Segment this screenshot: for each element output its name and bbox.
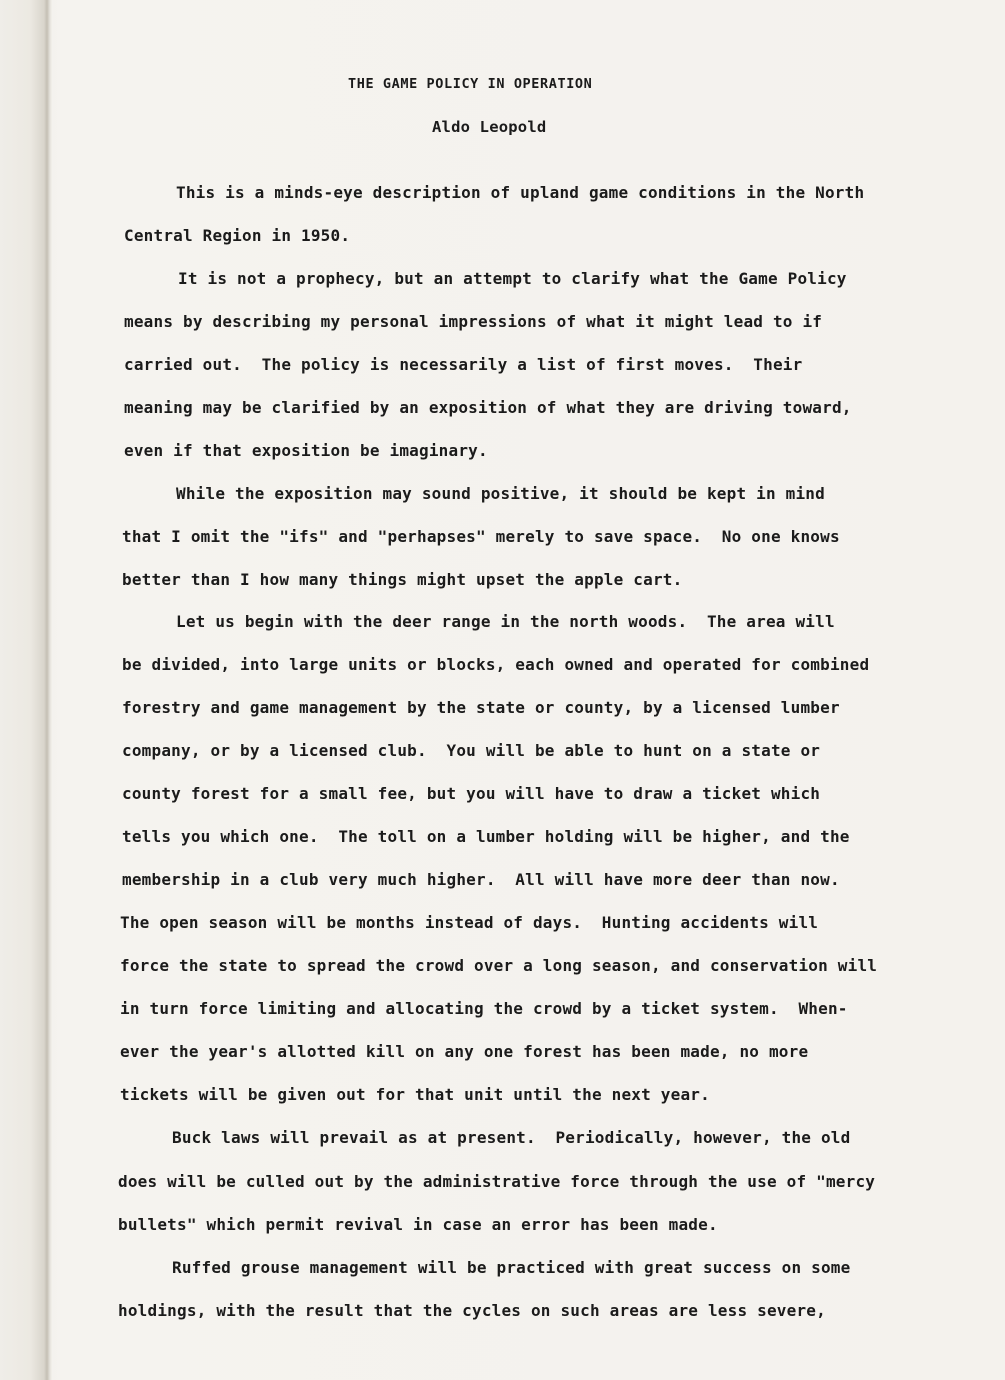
- text-line: While the exposition may sound positive, it should be kept in mind: [176, 484, 825, 503]
- page-binding-edge: [0, 0, 52, 1380]
- text-line: This is a minds-eye description of upland game conditions in the North: [176, 183, 865, 202]
- text-line: Buck laws will prevail as at present. Periodically, however, the old: [172, 1128, 851, 1147]
- text-line: company, or by a licensed club. You will be able to hunt on a state or: [122, 741, 821, 760]
- text-line: be divided, into large units or blocks, each owned and operated for combined: [122, 655, 870, 674]
- text-line: holdings, with the result that the cycles on such areas are less severe,: [118, 1301, 826, 1320]
- text-line: tells you which one. The toll on a lumber holding will be higher, and the: [122, 827, 850, 846]
- text-line: ever the year's allotted kill on any one forest has been made, no more: [120, 1042, 809, 1061]
- text-line: forestry and game management by the state or county, by a licensed lumber: [122, 698, 840, 717]
- text-line: county forest for a small fee, but you will have to draw a ticket which: [122, 784, 821, 803]
- document-author: Aldo Leopold: [432, 118, 547, 136]
- text-line: meaning may be clarified by an exposition of what they are driving toward,: [124, 398, 852, 417]
- document-title: THE GAME POLICY IN OPERATION: [348, 76, 593, 92]
- text-line: that I omit the "ifs" and "perhapses" merely to save space. No one knows: [122, 527, 840, 546]
- text-line: Let us begin with the deer range in the north woods. The area will: [176, 612, 835, 631]
- text-line: better than I how many things might upset the apple cart.: [122, 570, 683, 589]
- text-line: carried out. The policy is necessarily a list of first moves. Their: [124, 355, 803, 374]
- text-line: tickets will be given out for that unit until the next year.: [120, 1085, 710, 1104]
- text-line: membership in a club very much higher. All will have more deer than now.: [122, 870, 840, 889]
- text-line: Ruffed grouse management will be practiced with great success on some: [172, 1258, 851, 1277]
- text-line: Central Region in 1950.: [124, 226, 351, 245]
- text-line: The open season will be months instead of days. Hunting accidents will: [120, 913, 819, 932]
- text-line: means by describing my personal impressions of what it might lead to if: [124, 312, 823, 331]
- text-line: bullets" which permit revival in case an error has been made.: [118, 1215, 718, 1234]
- text-line: does will be culled out by the administrative force through the use of "mercy: [118, 1172, 876, 1191]
- text-line: even if that exposition be imaginary.: [124, 441, 488, 460]
- text-line: in turn force limiting and allocating the crowd by a ticket system. When-: [120, 999, 848, 1018]
- text-line: force the state to spread the crowd over a long season, and conservation will: [120, 956, 878, 975]
- text-line: It is not a prophecy, but an attempt to clarify what the Game Policy: [178, 269, 847, 288]
